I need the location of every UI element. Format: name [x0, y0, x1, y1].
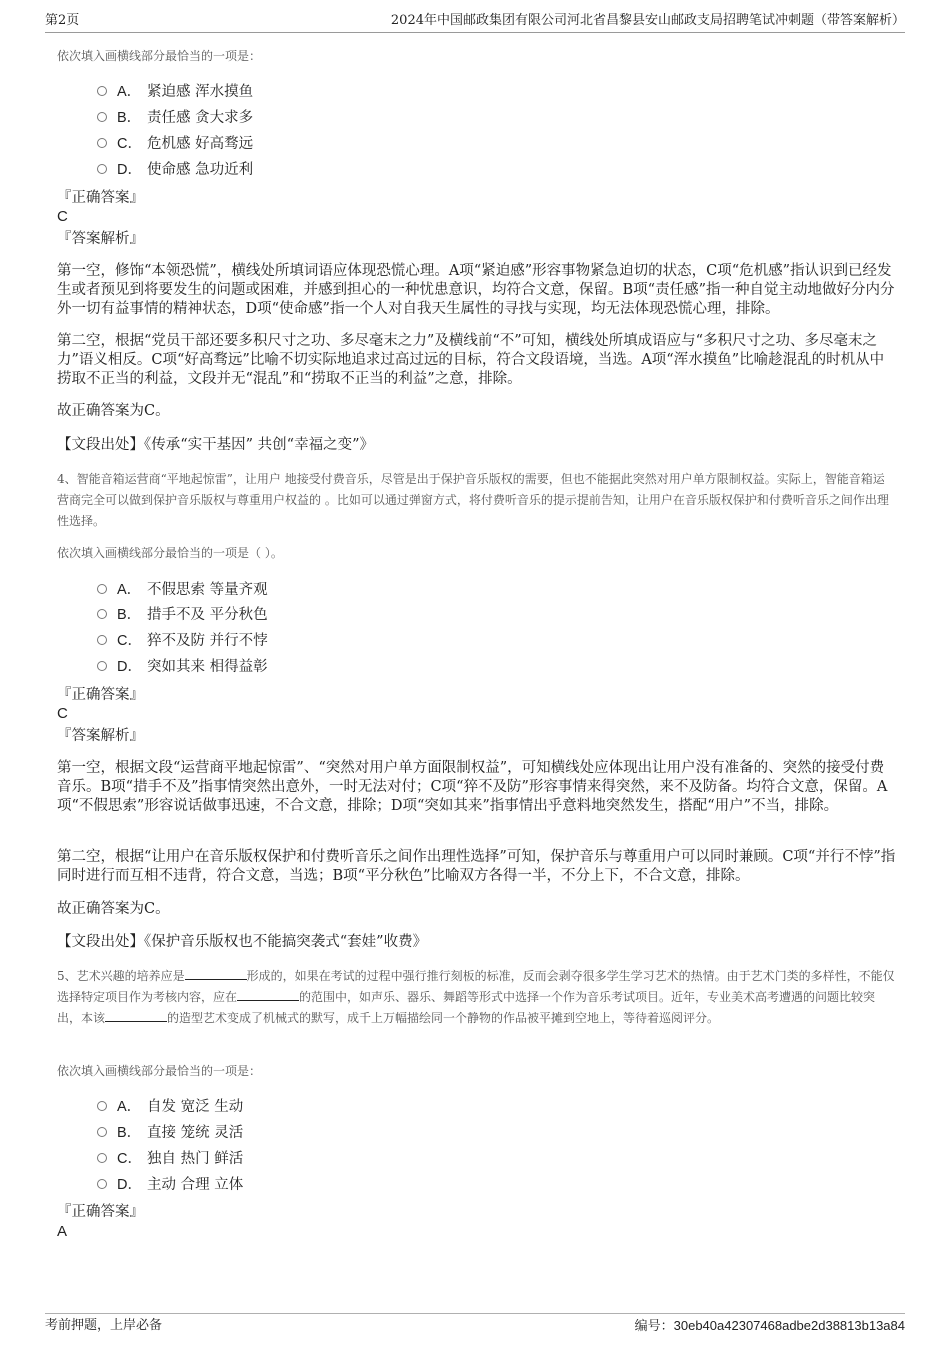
- q3-conclusion: 故正确答案为C。: [57, 403, 170, 419]
- q4-analysis-paragraph-1: 第一空，根据文段“运营商平地起惊雷”、“突然对用户单方面限制权益”，可知横线处应体现出让用户没有准备的、突然的接受付费音乐。B项“措手不及”指事情突然出意外，一时无法对付；C项“猝不及防”形容事情来得突然，来不及防备。均符合文意，保留。A项“不假思索”形容说话做事迅速，不合文意，排除；D项“突如其来”指事情出乎意料地突然发生，搭配“用户”不当，排除。: [57, 760, 888, 814]
- q4-stem: 4、智能音箱运营商“平地起惊雷”，让用户 地接受付费音乐，尽管是出于保护音乐版权的需要，但也不能据此突然对用户单方限制权益。实际上，智能音箱运营商完全可以做到保护音乐版权与尊重用户权益的 。比如可以通过弹窗方式，将付费听音乐的提示提前告知，让用户在音乐版权保护和付费听音乐之间作出理性选择。: [57, 472, 889, 528]
- q4-option-a[interactable]: A． 不假思索 等量齐观: [97, 580, 268, 600]
- q3-option-a[interactable]: A． 紧迫感 浑水摸鱼: [97, 82, 253, 102]
- q3-source: 【文段出处】《传承“实干基因” 共创“幸福之变”》: [57, 437, 375, 453]
- page-number: 第2页: [45, 13, 80, 28]
- q4-conclusion: 故正确答案为C。: [57, 901, 170, 917]
- footer-slogan: 考前押题，上岸必备: [45, 1318, 163, 1333]
- q5-answer-label: 『正确答案』: [57, 1204, 144, 1220]
- q3-analysis-paragraph-1: 第一空，修饰“本领恐慌”，横线处所填词语应体现恐慌心理。A项“紧迫感”形容事物紧急迫切的状态，C项“危机感”指认识到已经发生或者预见到将要发生的问题或困难，并感到担心的一种忧患意识，均符合文意，保留。B项“责任感”指一种自觉主动地做好分内分外一切有益事情的精神状态，D项“使命感”指一个人对自我天生属性的寻找与实现，均无法体现恐慌心理，排除。: [57, 263, 895, 317]
- page-header: [45, 12, 905, 33]
- radio-icon[interactable]: [97, 1127, 107, 1137]
- q4-answer-label: 『正确答案』: [57, 687, 144, 703]
- radio-icon[interactable]: [97, 1101, 107, 1111]
- q4-option-d[interactable]: D． 突如其来 相得益彰: [97, 657, 268, 677]
- q4-option-b[interactable]: B． 措手不及 平分秋色: [97, 605, 268, 625]
- fill-blank-3: [105, 1009, 167, 1022]
- document-title: 2024年中国邮政集团有限公司河北省昌黎县安山邮政支局招聘笔试冲刺题（带答案解析）: [390, 13, 905, 28]
- q5-stem: 5、艺术兴趣的培养应是 形成的，如果在考试的过程中强行推行刻板的标准，反而会剥夺很多学生学习艺术的热情。由于艺术门类的多样性，不能仅选择特定项目作为考核内容，应在 的范围中，如声乐、器乐、舞蹈等形式中选择一个作为音乐考试项目。近年，专业美术高考遭遇的问题比较突出，本该 的造型艺术变成了机械式的默写，成千上万幅描绘同一个静物的作品被平摊到空地上，等待着巡阅评分。: [57, 969, 895, 1025]
- q3-prompt: 依次填入画横线部分最恰当的一项是：: [57, 49, 262, 63]
- radio-icon[interactable]: [97, 1153, 107, 1163]
- fill-blank-1: [185, 967, 247, 980]
- q3-analysis-label: 『答案解析』: [57, 231, 144, 247]
- radio-icon[interactable]: [97, 112, 107, 122]
- q3-answer: C: [57, 208, 68, 225]
- radio-icon[interactable]: [97, 164, 107, 174]
- document-code: 编号：30eb40a42307468adbe2d38813b13a84: [634, 1318, 905, 1334]
- radio-icon[interactable]: [97, 635, 107, 645]
- q5-option-c[interactable]: C． 独自 热门 鲜活: [97, 1149, 243, 1169]
- radio-icon[interactable]: [97, 138, 107, 148]
- radio-icon[interactable]: [97, 609, 107, 619]
- q5-option-a[interactable]: A． 自发 宽泛 生动: [97, 1097, 243, 1117]
- q4-prompt: 依次填入画横线部分最恰当的一项是（ ）。: [57, 546, 283, 560]
- radio-icon[interactable]: [97, 584, 107, 594]
- q4-analysis-paragraph-2: 第二空，根据“让用户在音乐版权保护和付费听音乐之间作出理性选择”可知，保护音乐与尊重用户可以同时兼顾。C项“并行不悖”指同时进行而互相不违背，符合文意，当选；B项“平分秋色”比喻双方各得一半，不分上下，不合文意，排除。: [57, 849, 896, 884]
- q3-option-d[interactable]: D． 使命感 急功近利: [97, 160, 253, 180]
- q3-analysis-paragraph-2: 第二空，根据“党员干部还要多积尺寸之功、多尽毫末之力”及横线前“不”可知，横线处所填成语应与“多积尺寸之功、多尽毫末之力”语义相反。C项“好高骛远”比喻不切实际地追求过高过远的目标，符合文段语境，当选。A项“浑水摸鱼”比喻趁混乱的时机从中捞取不正当的利益，文段并无“混乱”和“捞取不正当的利益”之意，排除。: [57, 333, 885, 387]
- q4-answer: C: [57, 705, 68, 722]
- radio-icon[interactable]: [97, 661, 107, 671]
- q5-option-d[interactable]: D． 主动 合理 立体: [97, 1175, 243, 1195]
- q4-analysis-label: 『答案解析』: [57, 728, 144, 744]
- q3-answer-label: 『正确答案』: [57, 190, 144, 206]
- q5-answer: A: [57, 1223, 68, 1240]
- page-footer: [45, 1313, 905, 1339]
- radio-icon[interactable]: [97, 1179, 107, 1189]
- radio-icon[interactable]: [97, 86, 107, 96]
- q4-option-c[interactable]: C． 猝不及防 并行不悖: [97, 631, 268, 651]
- q3-option-c[interactable]: C． 危机感 好高骛远: [97, 134, 253, 154]
- q5-prompt: 依次填入画横线部分最恰当的一项是：: [57, 1064, 262, 1078]
- q3-option-b[interactable]: B． 责任感 贪大求多: [97, 108, 253, 128]
- q4-source: 【文段出处】《保护音乐版权也不能搞突袭式“套娃”收费》: [57, 934, 428, 950]
- fill-blank-2: [237, 988, 299, 1001]
- q5-option-b[interactable]: B． 直接 笼统 灵活: [97, 1123, 243, 1143]
